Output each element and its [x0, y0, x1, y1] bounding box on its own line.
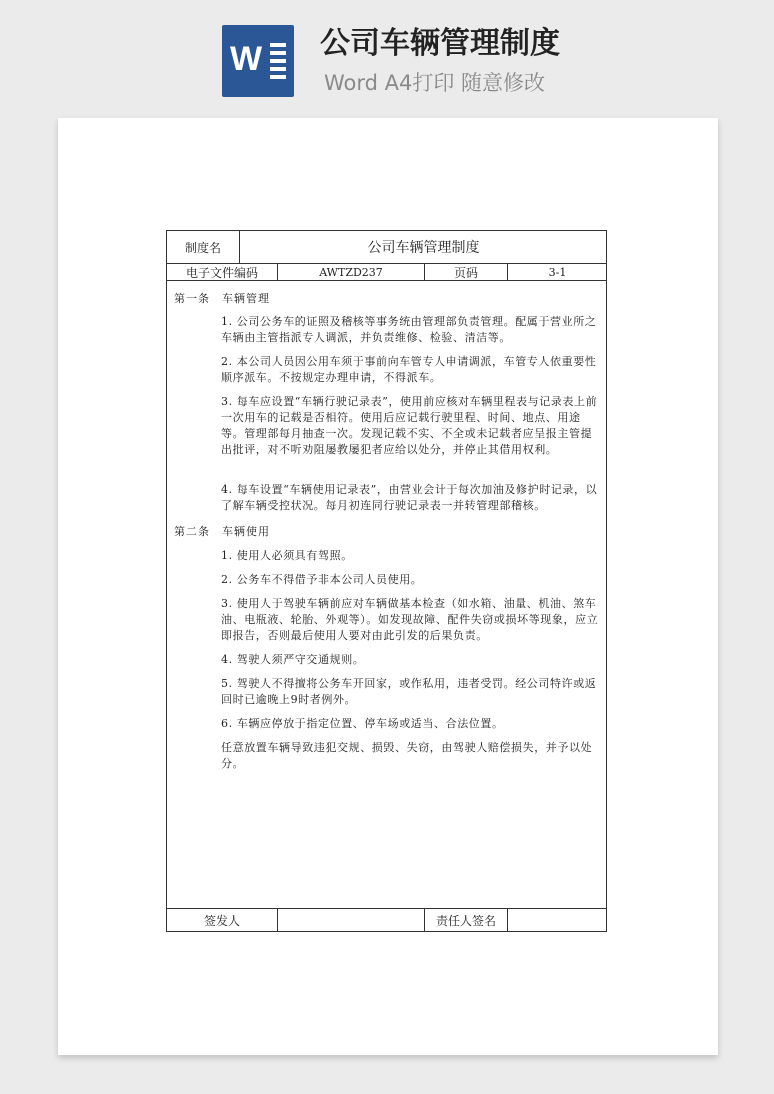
list-item: 任意放置车辆导致违犯交规、损毁、失窃，由驾驶人赔偿损失，并予以处分。	[221, 741, 593, 770]
word-logo-icon	[222, 25, 294, 97]
page-label: 页码	[424, 264, 507, 280]
responsible-signature-field[interactable]	[507, 909, 607, 931]
list-item: 2. 本公司人员因公用车须于事前向车管专人申请调派，车管专人依重要性顺序派车。不按规定办理申请，不得派车。	[221, 355, 597, 384]
code-label: 电子文件编码	[185, 265, 258, 280]
issuer-field[interactable]	[277, 909, 424, 931]
header-row-code	[167, 264, 606, 281]
document-title: 公司车辆管理制度	[320, 26, 560, 61]
responsible-label: 责任人签名	[424, 909, 507, 931]
section-heading: 第二条 车辆使用	[174, 525, 270, 538]
signature-row	[167, 908, 606, 931]
document-page	[58, 118, 718, 1055]
section-heading: 第一条 车辆管理	[174, 292, 270, 305]
logo-lines	[270, 43, 286, 83]
regulation-form	[166, 230, 607, 932]
list-item: 6. 车辆应停放于指定位置、停车场或适当、合法位置。	[221, 717, 504, 730]
list-item: 4. 驾驶人须严守交通规则。	[221, 653, 365, 666]
name-value: 公司车辆管理制度	[239, 231, 607, 263]
list-item: 3. 使用人于驾驶车辆前应对车辆做基本检查（如水箱、油量、机油、煞车油、电瓶液、轮胎、外观等）。如发现故障、配件失窃或损坏等现象，应立即报告，否则最后使用人要对由此引发的后果负责。	[221, 597, 599, 642]
name-label: 制度名	[184, 240, 221, 255]
page-value: 3-1	[507, 264, 607, 280]
list-item: 1. 公司公务车的证照及稽核等事务统由管理部负责管理。配属于营业所之车辆由主管指派专人调派，并负责维修、检验、清洁等。	[221, 315, 597, 344]
list-item: 1. 使用人必须具有驾照。	[221, 549, 353, 562]
list-item: 3. 每车应设置“车辆行驶记录表”，使用前应核对车辆里程表与记录表上前一次用车的记载是否相符。使用后应记载行驶里程、时间、地点、用途等。管理部每月抽查一次。发现记载不实、不全或未记载者应呈报主管提出批评，对不听劝阻屡教屡犯者应给以处分，并停止其借用权利。	[221, 395, 598, 456]
list-item: 4. 每车设置“车辆使用记录表”，由营业会计于每次加油及修护时记录，以了解车辆受控状况。每月初连同行驶记录表一并转管理部稽核。	[221, 483, 598, 512]
header-row-name	[167, 231, 606, 264]
document-subtitle: Word A4打印 随意修改	[324, 71, 546, 95]
code-value: AWTZD237	[277, 264, 424, 280]
banner	[0, 0, 774, 118]
list-item: 2. 公务车不得借予非本公司人员使用。	[221, 573, 423, 586]
list-item: 5. 驾驶人不得擅将公务车开回家，或作私用，违者受罚。经公司特许或返回时已逾晚上9时者例外。	[221, 677, 597, 706]
issuer-label: 签发人	[203, 913, 240, 928]
regulation-body	[167, 282, 606, 908]
logo-letter: W	[230, 40, 263, 78]
